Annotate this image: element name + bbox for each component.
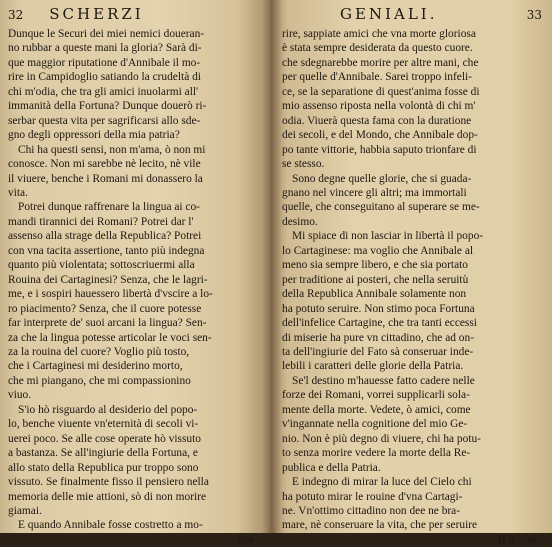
- text-line: odia. Viuerà questa fama con la duratione: [282, 114, 472, 127]
- text-line: gnano nel vincere gli altri; ma immortali: [282, 186, 467, 199]
- text-line: S'io hò risguardo al desiderio del popo-: [18, 403, 198, 416]
- text-line: Potrei dunque raffrenare la lingua ai co-: [18, 201, 200, 214]
- text-line: mandi tirannici dei Romani? Potrei dar l': [8, 215, 194, 228]
- text-line: mare, nè conseruare la vita, che per seruire: [282, 519, 478, 532]
- left-catchword: rire: [238, 533, 254, 546]
- text-line: per quelle d'Annibale. Sarei troppo infeli-: [282, 71, 472, 84]
- text-line: a bastanza. Se all'ingiurie della Fortuna, e: [8, 447, 198, 460]
- text-line: allo stato della Republica pur troppo sono: [8, 461, 199, 474]
- text-line: conosce. Non mi sarebbe nè lecito, nè vile: [8, 158, 201, 171]
- text-line: za che la lingua potesse articolar le voci sen-: [8, 331, 212, 344]
- text-line: dell'infelice Cartagine, che tra tanti eccessi: [282, 317, 477, 330]
- right-catchword: al-: [527, 533, 540, 546]
- text-line: to senza morire vedere la morte della Re-: [282, 447, 471, 460]
- text-line: ha potuto seruire. Non stimo poca Fortuna: [282, 302, 475, 315]
- text-line: quanto più violentata; sottoscriuermi alla: [8, 259, 195, 272]
- text-line: publica e della Patria.: [282, 461, 381, 474]
- text-line: della Republica Annibale solamente non: [282, 288, 467, 301]
- text-line: che mi piangano, che mi compassionino: [8, 374, 191, 387]
- left-page-text: [8, 27, 260, 533]
- text-line: che i Cartaginesi mi desiderino morto,: [8, 360, 183, 373]
- left-running-title: SCHERZI: [49, 5, 144, 23]
- text-line: mente della morte. Vedete, ò amici, come: [282, 403, 471, 416]
- text-line: Dunque le Securi dei miei nemici doueran-: [8, 28, 205, 40]
- text-line: rire in Campidoglio satiando la crudeltà di: [8, 71, 201, 84]
- text-line: Chi ha questi sensi, non m'ama, ò non mi: [18, 143, 206, 156]
- text-line: mio assenso riposta nella volontà di chi m': [282, 100, 476, 113]
- text-line: immanità della Fortuna? Dunque douerò ri-: [8, 100, 207, 113]
- right-page: [270, 0, 552, 546]
- text-line: assenso alla strage della Republica? Potrei: [8, 230, 202, 243]
- text-line: Rouina dei Cartaginesi? Senza, che le lagri-: [8, 273, 208, 286]
- signature-mark: B 5: [497, 533, 514, 546]
- text-line: Se'l destino m'hauesse fatto cadere nelle: [292, 374, 475, 387]
- text-line: memoria delle mie attioni, sò di non morire: [8, 490, 207, 503]
- right-page-number: 33: [526, 8, 542, 22]
- text-line: meno sia sempre libero, e che sia portato: [282, 259, 468, 272]
- text-line: rire, sappiate amici che vna morte gloriosa: [282, 28, 476, 40]
- text-line: E quando Annibale fosse costretto a mo-: [18, 519, 203, 532]
- text-line: za la rouina del cuore? Voglio più tosto,: [8, 345, 190, 358]
- text-line: per traditione ai posteri, che nella seruitù: [282, 273, 469, 286]
- text-line: ro piacimento? Senza, che il cuore potesse: [8, 302, 202, 315]
- text-line: ce, se la separatione di quest'anima fosse di: [282, 85, 480, 98]
- right-running-title: GENIALI.: [340, 5, 438, 23]
- text-line: forze dei Romani, vorrei supplicarli sola-: [282, 389, 470, 402]
- text-line: viuo.: [8, 389, 32, 402]
- text-line: far interprete de' suoi arcani la lingua? Sen-: [8, 317, 207, 330]
- text-line: giamai.: [8, 504, 42, 517]
- text-line: vissuto. Se finalmente fisso il pensiero nella: [8, 476, 209, 489]
- text-line: no rubbar a queste mani la gloria? Sarà di-: [8, 42, 202, 55]
- text-line: po tante vittorie, habbia saputo trionfare di: [282, 143, 477, 156]
- text-line: che sdegnarebbe morire per altre mani, che: [282, 56, 479, 69]
- text-line: ta dell'ingiurie del Fato sà conseruar inde-: [282, 345, 474, 358]
- text-line: gno degli oppressori della mia patria?: [8, 129, 180, 142]
- text-line: il viuere, benche i Romani mi donassero la: [8, 172, 203, 185]
- text-line: di miserie ha pure vn cittadino, che ad on-: [282, 331, 474, 344]
- text-line: se stesso.: [282, 158, 325, 171]
- left-page-number: 32: [8, 8, 24, 22]
- text-line: con vna tacita assertione, tanto più indegna: [8, 244, 205, 257]
- right-page-footer: [282, 533, 544, 547]
- text-line: v'ingannate nella cognitione del mio Ge-: [282, 418, 468, 431]
- right-running-head: [282, 5, 544, 27]
- text-line: Mi spiace di non lasciar in libertà il popo-: [292, 230, 484, 243]
- text-line: E indegno di mirar la luce del Cielo chi: [292, 476, 472, 489]
- text-line: lo, benche viuente vn'eternità di secoli vi-: [8, 418, 199, 431]
- text-line: serbar questa vita per sagrificarsi allo sde-: [8, 114, 201, 127]
- text-line: ne. Vn'ottimo cittadino non dee ne bra-: [282, 504, 461, 517]
- text-line: ha potuto mirar le rouine d'vna Cartagi-: [282, 490, 463, 503]
- text-line: uerei poco. Se alle cose operate hò vissuto: [8, 432, 201, 445]
- left-page: [0, 0, 270, 546]
- text-line: lo Cartaginese: ma voglio che Annibale al: [282, 244, 474, 257]
- text-line: nio. Non è più degno di viuere, chi ha potu-: [282, 432, 481, 445]
- text-line: lebili i caratteri delle glorie della Patria.: [282, 360, 464, 373]
- text-line: me, e i sospiri hauessero libertà d'vscire a lo-: [8, 288, 213, 301]
- text-line: dei secoli, e del Mondo, che Annibale dop-: [282, 129, 478, 142]
- right-page-text: [282, 27, 544, 533]
- text-line: desimo.: [282, 215, 318, 228]
- text-line: è stata sempre desiderata da questo cuore.: [282, 42, 473, 55]
- text-line: que maggior riputatione d'Annibale il mo-: [8, 56, 201, 69]
- text-line: quelle, che conseguitano al superare se me-: [282, 201, 480, 214]
- left-running-head: [8, 5, 260, 27]
- text-line: Sono degne quelle glorie, che si guada-: [292, 172, 472, 185]
- text-line: chi m'odia, che tra gli amici inuolarmi all': [8, 85, 199, 98]
- text-line: vita.: [8, 186, 28, 199]
